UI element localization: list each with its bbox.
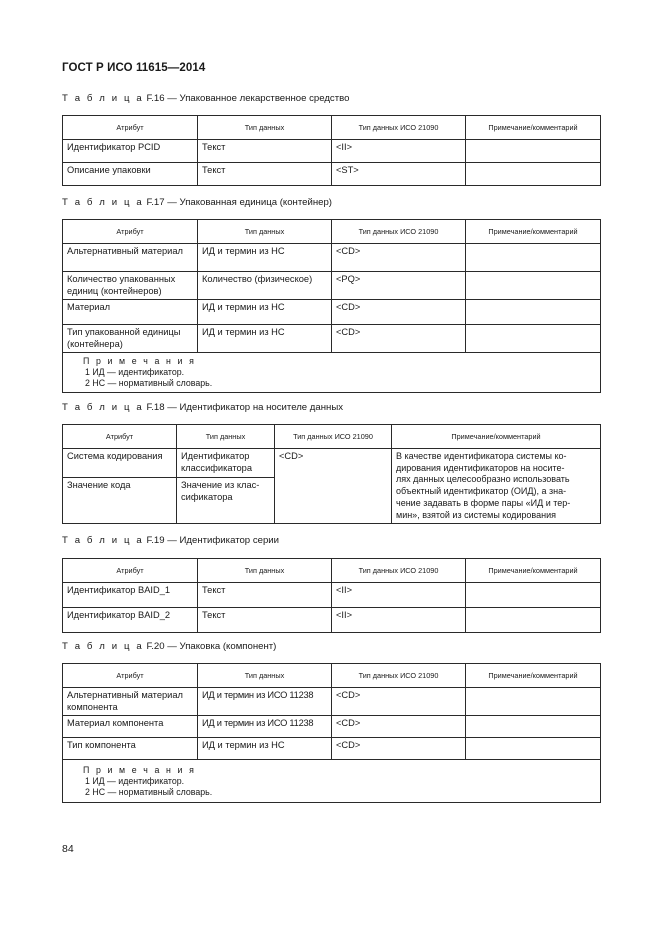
table-cell: <CD> (332, 738, 466, 760)
table-row (63, 140, 601, 163)
column-header: Атрибут (63, 425, 177, 449)
table-row (63, 688, 601, 716)
page-number: 84 (62, 843, 74, 855)
table-cell: Текст (198, 163, 332, 186)
table-cell: <CD> (332, 688, 466, 716)
table-cell: <CD> (332, 300, 466, 325)
note-line: 1 ИД — идентификатор. (85, 776, 185, 787)
caption-prefix: Т а б л и ц а (62, 535, 144, 546)
table-cell (466, 608, 601, 633)
table-cell (466, 140, 601, 163)
table-row (63, 244, 601, 272)
table-cell (466, 272, 601, 300)
table-cell: Система кодирования (63, 449, 177, 478)
table-cell: Текст (198, 583, 332, 608)
table-header-row (63, 664, 601, 688)
table-f20 (62, 663, 601, 803)
table-cell: Количество (физическое) (198, 272, 332, 300)
column-header: Атрибут (63, 116, 198, 140)
table-f16 (62, 115, 601, 186)
column-header: Тип данных (198, 116, 332, 140)
table-cell: Количество упакованных единиц (контейнеров) (63, 272, 198, 300)
table-cell: ИД и термин из НС (198, 300, 332, 325)
table-cell: Тип компонента (63, 738, 198, 760)
table-cell: Идентификатор классификатора (177, 449, 275, 478)
table-notes-row (63, 353, 601, 393)
table-caption-f20 (62, 641, 276, 652)
column-header: Тип данных ИСО 21090 (332, 664, 466, 688)
document-header: ГОСТ Р ИСО 11615—2014 (62, 62, 206, 74)
table-header-row (63, 116, 601, 140)
notes-title: П р и м е ч а н и я (83, 765, 196, 776)
column-header: Атрибут (63, 559, 198, 583)
table-cell: ИД и термин из НС (198, 738, 332, 760)
table-cell: ИД и термин из ИСО 11238 (198, 716, 332, 738)
table-header-row (63, 559, 601, 583)
table-cell: Значение кода (63, 477, 177, 523)
table-cell: <II> (332, 608, 466, 633)
table-f17 (62, 219, 601, 393)
caption-title: — Упакованное лекарственное средство (167, 93, 350, 104)
column-header: Примечание/комментарий (392, 425, 601, 449)
table-caption-f17 (62, 197, 332, 208)
notes-title: П р и м е ч а н и я (83, 356, 196, 367)
table-cell: Материал (63, 300, 198, 325)
note-line: 2 НС — нормативный словарь. (85, 787, 213, 798)
caption-title: — Идентификатор серии (167, 535, 279, 546)
table-cell: Идентификатор BAID_2 (63, 608, 198, 633)
merged-comment-cell: В качестве идентификатора системы ко- дирования идентификаторов на носите- лях данных целесообразно использовать объектный идентификатор (ОИД), а зна- чение задавать в форме пары «ИД и тер- мин», взятой из системы кодирования (392, 449, 601, 524)
column-header: Примечание/комментарий (466, 220, 601, 244)
caption-prefix: Т а б л и ц а (62, 641, 144, 652)
table-f19 (62, 558, 601, 633)
table-cell: <CD> (332, 716, 466, 738)
table-cell: <ST> (332, 163, 466, 186)
caption-number: F.18 (146, 402, 165, 413)
table-cell: <CD> (332, 244, 466, 272)
table-cell: Материал компонента (63, 716, 198, 738)
caption-title: — Идентификатор на носителе данных (167, 402, 344, 413)
table-caption-f18 (62, 402, 343, 413)
note-line: 1 ИД — идентификатор. (85, 367, 185, 378)
table-f18 (62, 424, 601, 524)
column-header: Тип данных (198, 559, 332, 583)
table-cell (466, 688, 601, 716)
table-cell (466, 583, 601, 608)
table-cell: ИД и термин из НС (198, 244, 332, 272)
table-cell: <II> (332, 140, 466, 163)
table-cell (466, 300, 601, 325)
column-header: Примечание/комментарий (466, 116, 601, 140)
table-notes (63, 760, 601, 803)
table-notes-row (63, 760, 601, 803)
table-cell (466, 325, 601, 353)
table-cell: ИД и термин из ИСО 11238 (198, 688, 332, 716)
caption-prefix: Т а б л и ц а (62, 93, 144, 104)
column-header: Атрибут (63, 664, 198, 688)
caption-number: F.20 (146, 641, 165, 652)
column-header: Тип данных (198, 220, 332, 244)
table-cell (466, 163, 601, 186)
column-header: Тип данных (177, 425, 275, 449)
table-cell: Альтернативный материал компонента (63, 688, 198, 716)
column-header: Примечание/комментарий (466, 559, 601, 583)
table-cell: Описание упаковки (63, 163, 198, 186)
caption-title: — Упаковка (компонент) (167, 641, 277, 652)
column-header: Атрибут (63, 220, 198, 244)
column-header: Тип данных (198, 664, 332, 688)
table-row (63, 163, 601, 186)
table-cell: Текст (198, 608, 332, 633)
column-header: Примечание/комментарий (466, 664, 601, 688)
table-caption-f19 (62, 535, 279, 546)
table-cell: <PQ> (332, 272, 466, 300)
table-cell: Альтернативный материал (63, 244, 198, 272)
table-row (63, 449, 601, 478)
table-notes (63, 353, 601, 393)
column-header: Тип данных ИСО 21090 (332, 559, 466, 583)
table-row (63, 716, 601, 738)
table-cell (466, 738, 601, 760)
table-row (63, 325, 601, 353)
table-cell (466, 244, 601, 272)
table-caption-f16 (62, 93, 349, 104)
table-cell: Идентификатор BAID_1 (63, 583, 198, 608)
table-cell: <II> (332, 583, 466, 608)
table-cell (466, 716, 601, 738)
caption-title: — Упакованная единица (контейнер) (167, 197, 332, 208)
table-row (63, 738, 601, 760)
table-cell: Идентификатор PCID (63, 140, 198, 163)
table-row (63, 583, 601, 608)
column-header: Тип данных ИСО 21090 (332, 116, 466, 140)
note-line: 2 НС — нормативный словарь. (85, 378, 213, 389)
table-cell: <CD> (332, 325, 466, 353)
caption-number: F.19 (146, 535, 165, 546)
column-header: Тип данных ИСО 21090 (332, 220, 466, 244)
table-cell: ИД и термин из НС (198, 325, 332, 353)
table-row (63, 608, 601, 633)
table-cell: Текст (198, 140, 332, 163)
column-header: Тип данных ИСО 21090 (275, 425, 392, 449)
caption-prefix: Т а б л и ц а (62, 197, 144, 208)
table-row (63, 300, 601, 325)
table-header-row (63, 220, 601, 244)
table-row (63, 272, 601, 300)
table-cell: Тип упакованной единицы (контейнера) (63, 325, 198, 353)
table-cell: Значение из клас- сификатора (177, 477, 275, 523)
caption-number: F.16 (146, 93, 165, 104)
table-cell: <CD> (275, 449, 392, 524)
table-header-row (63, 425, 601, 449)
caption-prefix: Т а б л и ц а (62, 402, 144, 413)
caption-number: F.17 (146, 197, 165, 208)
